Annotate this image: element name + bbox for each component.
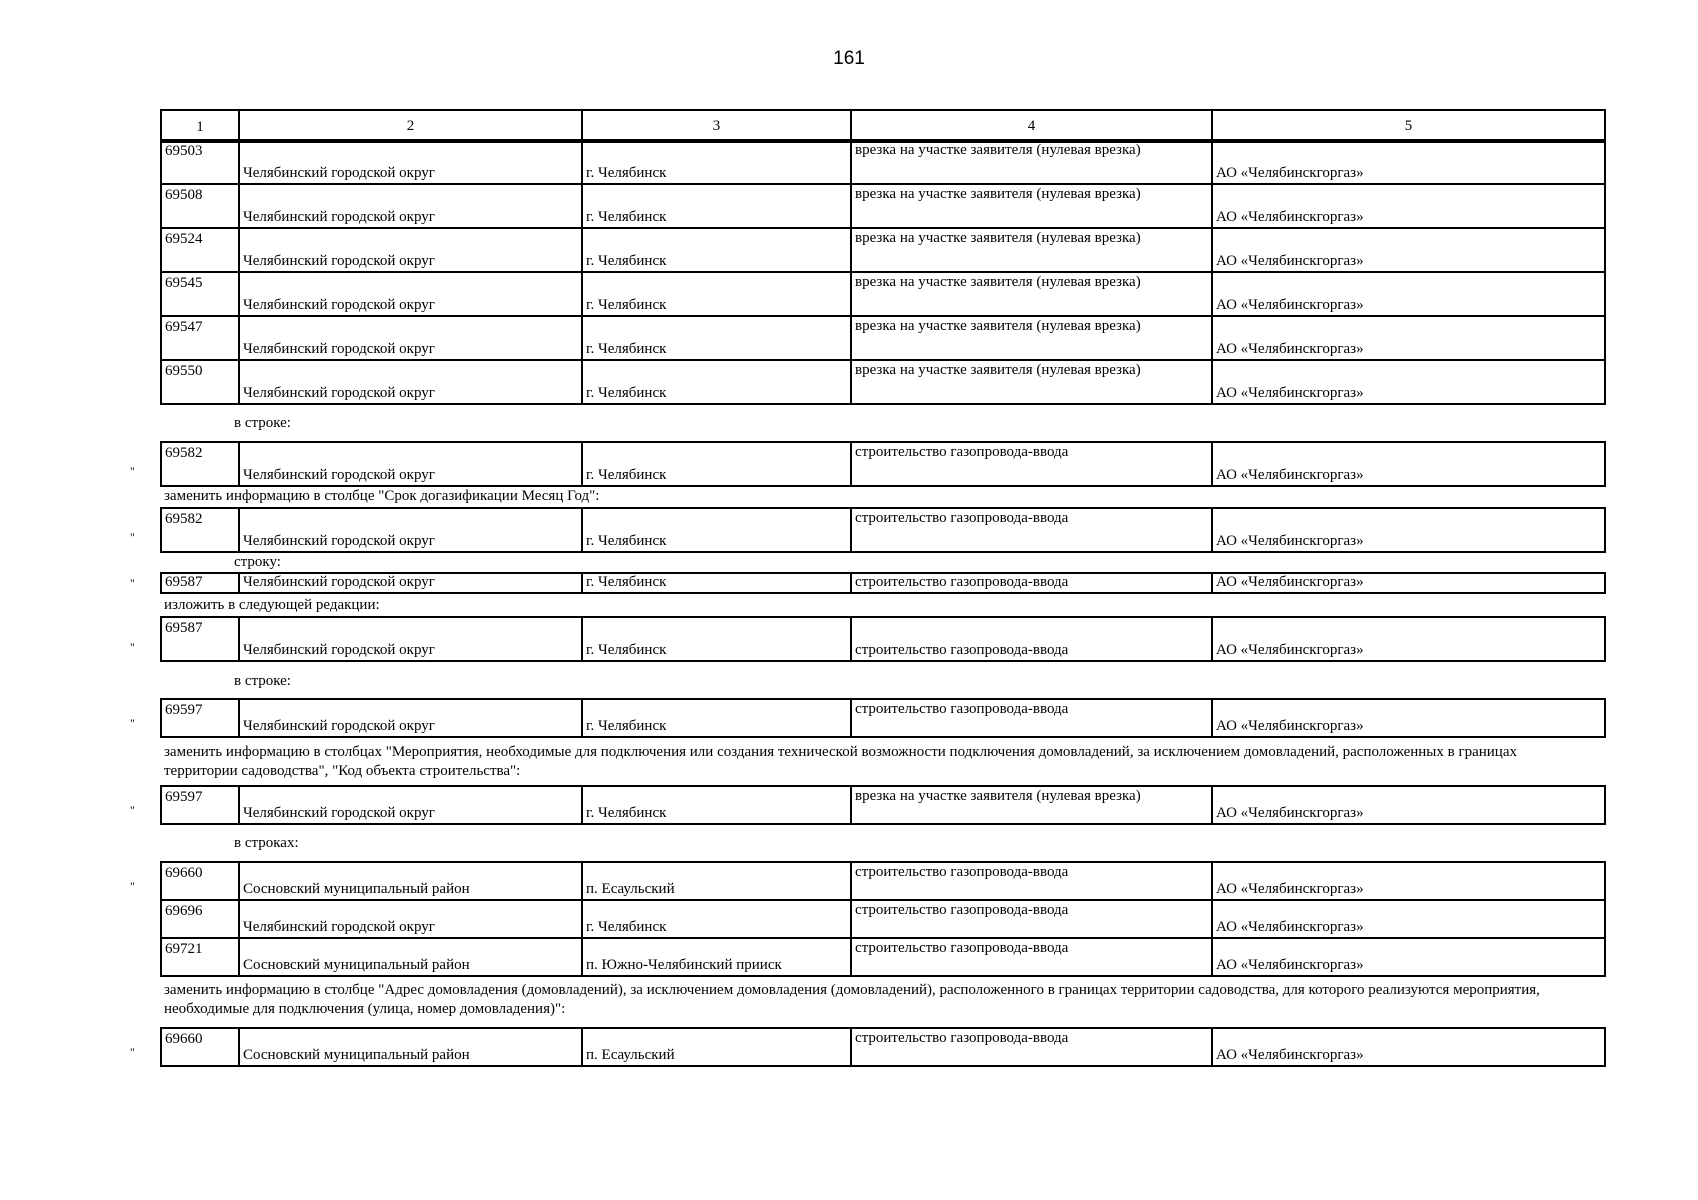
- cell-district: Челябинский городской округ: [239, 508, 582, 552]
- cell-district: Сосновский муниципальный район: [239, 1028, 582, 1066]
- cell-city: г. Челябинск: [582, 140, 851, 184]
- header-col-5: 5: [1212, 110, 1605, 142]
- cell-district: Челябинский городской округ: [239, 699, 582, 737]
- cell-city: п. Есаульский: [582, 862, 851, 900]
- cell-org: АО «Челябинскгоргаз»: [1212, 360, 1605, 404]
- table-row: [161, 786, 1605, 824]
- caption-in-row: в строке:: [234, 673, 291, 689]
- caption-edit: изложить в следующей редакции:: [164, 597, 380, 613]
- cell-city: г. Челябинск: [582, 360, 851, 404]
- cell-org: АО «Челябинскгоргаз»: [1212, 316, 1605, 360]
- cell-org: АО «Челябинскгоргаз»: [1212, 184, 1605, 228]
- cell-city: г. Челябинск: [582, 900, 851, 938]
- cell-org: АО «Челябинскгоргаз»: [1212, 442, 1605, 486]
- cell-city: п. Южно-Челябинский прииск: [582, 938, 851, 976]
- table-row-69587-a: [160, 572, 1606, 594]
- cell-id: 69696: [161, 900, 239, 938]
- cell-id: 69587: [161, 573, 239, 593]
- table-row: [161, 900, 1605, 938]
- quote-mark: ": [130, 464, 135, 478]
- cell-measure: строительство газопровода-ввода: [851, 617, 1212, 661]
- cell-city: г. Челябинск: [582, 316, 851, 360]
- cell-org: АО «Челябинскгоргаз»: [1212, 938, 1605, 976]
- table-block-1: [160, 139, 1606, 405]
- cell-id: 69503: [161, 140, 239, 184]
- cell-id: 69547: [161, 316, 239, 360]
- table-row-69587-b: [160, 616, 1606, 662]
- header-col-3: 3: [582, 110, 851, 142]
- table-row: [161, 272, 1605, 316]
- cell-id: 69721: [161, 938, 239, 976]
- cell-district: Сосновский муниципальный район: [239, 862, 582, 900]
- table-row: [161, 508, 1605, 552]
- quote-mark: ": [130, 576, 135, 590]
- cell-measure: строительство газопровода-ввода: [851, 862, 1212, 900]
- caption-in-row: в строке:: [234, 415, 291, 431]
- cell-measure: строительство газопровода-ввода: [851, 900, 1212, 938]
- cell-id: 69597: [161, 786, 239, 824]
- page-number: 161: [833, 48, 865, 69]
- cell-id: 69597: [161, 699, 239, 737]
- cell-city: г. Челябинск: [582, 228, 851, 272]
- cell-measure: врезка на участке заявителя (нулевая врезка): [851, 228, 1212, 272]
- cell-city: п. Есаульский: [582, 1028, 851, 1066]
- table-row: [161, 140, 1605, 184]
- cell-city: г. Челябинск: [582, 508, 851, 552]
- cell-org: АО «Челябинскгоргаз»: [1212, 617, 1605, 661]
- table-row-69582-a: [160, 441, 1606, 487]
- cell-id: 69582: [161, 508, 239, 552]
- cell-org: АО «Челябинскгоргаз»: [1212, 228, 1605, 272]
- caption-in-rows: в строках:: [234, 835, 299, 851]
- table-row-69582-b: [160, 507, 1606, 553]
- cell-id: 69524: [161, 228, 239, 272]
- cell-city: г. Челябинск: [582, 184, 851, 228]
- cell-measure: строительство газопровода-ввода: [851, 508, 1212, 552]
- table-row-69660-last: [160, 1027, 1606, 1067]
- table-row: [161, 862, 1605, 900]
- cell-measure: строительство газопровода-ввода: [851, 699, 1212, 737]
- cell-district: Челябинский городской округ: [239, 228, 582, 272]
- table-row: [161, 360, 1605, 404]
- cell-org: АО «Челябинскгоргаз»: [1212, 699, 1605, 737]
- cell-district: Челябинский городской округ: [239, 272, 582, 316]
- cell-district: Челябинский городской округ: [239, 316, 582, 360]
- cell-measure: строительство газопровода-ввода: [851, 573, 1212, 593]
- cell-district: Челябинский городской округ: [239, 140, 582, 184]
- cell-org: АО «Челябинскгоргаз»: [1212, 140, 1605, 184]
- cell-org: АО «Челябинскгоргаз»: [1212, 573, 1605, 593]
- quote-mark: ": [130, 716, 135, 730]
- header-col-2: 2: [239, 110, 582, 142]
- table-row: [161, 1028, 1605, 1066]
- cell-id: 69660: [161, 1028, 239, 1066]
- cell-id: 69587: [161, 617, 239, 661]
- cell-org: АО «Челябинскгоргаз»: [1212, 508, 1605, 552]
- cell-id: 69660: [161, 862, 239, 900]
- quote-mark: ": [130, 879, 135, 893]
- cell-measure: строительство газопровода-ввода: [851, 938, 1212, 976]
- cell-org: АО «Челябинскгоргаз»: [1212, 272, 1605, 316]
- cell-district: Челябинский городской округ: [239, 900, 582, 938]
- cell-measure: врезка на участке заявителя (нулевая врезка): [851, 360, 1212, 404]
- header-col-1: 1: [161, 110, 239, 142]
- cell-district: Челябинский городской округ: [239, 573, 582, 593]
- cell-city: г. Челябинск: [582, 699, 851, 737]
- cell-measure: строительство газопровода-ввода: [851, 1028, 1212, 1066]
- table-row: [161, 699, 1605, 737]
- cell-district: Челябинский городской округ: [239, 617, 582, 661]
- cell-org: АО «Челябинскгоргаз»: [1212, 900, 1605, 938]
- table-header-row: [161, 110, 1605, 142]
- quote-mark: ": [130, 640, 135, 654]
- cell-city: г. Челябинск: [582, 617, 851, 661]
- table-row: [161, 228, 1605, 272]
- cell-org: АО «Челябинскгоргаз»: [1212, 862, 1605, 900]
- cell-id: 69545: [161, 272, 239, 316]
- cell-measure: врезка на участке заявителя (нулевая врезка): [851, 272, 1212, 316]
- cell-measure: врезка на участке заявителя (нулевая врезка): [851, 140, 1212, 184]
- cell-id: 69550: [161, 360, 239, 404]
- table-row-69597-b: [160, 785, 1606, 825]
- cell-measure: врезка на участке заявителя (нулевая врезка): [851, 184, 1212, 228]
- caption-replace-measures: заменить информацию в столбцах "Мероприятия, необходимые для подключения или создания технической возможности подключения домовладений, за исключением домовладений, расположенных в границах территории садоводства", "Код объекта строительства":: [164, 744, 1517, 779]
- cell-city: г. Челябинск: [582, 786, 851, 824]
- cell-id: 69508: [161, 184, 239, 228]
- cell-district: Челябинский городской округ: [239, 442, 582, 486]
- caption-row: строку:: [234, 554, 281, 570]
- cell-district: Челябинский городской округ: [239, 786, 582, 824]
- caption-replace-deadline: заменить информацию в столбце "Срок догазификации Месяц Год":: [164, 488, 600, 504]
- cell-district: Сосновский муниципальный район: [239, 938, 582, 976]
- main-table: [160, 109, 1606, 143]
- cell-district: Челябинский городской округ: [239, 360, 582, 404]
- cell-id: 69582: [161, 442, 239, 486]
- caption-replace-address: заменить информацию в столбце "Адрес домовладения (домовладений), за исключением домовладения (домовладений), расположенного в границах территории садоводства, для которого реализуются мероприятия, необходимые для подключения (улица, номер домовладения)":: [164, 982, 1540, 1017]
- cell-org: АО «Челябинскгоргаз»: [1212, 1028, 1605, 1066]
- cell-district: Челябинский городской округ: [239, 184, 582, 228]
- table-row-69597-a: [160, 698, 1606, 738]
- cell-city: г. Челябинск: [582, 442, 851, 486]
- table-row: [161, 442, 1605, 486]
- table-row: [161, 617, 1605, 661]
- quote-mark: ": [130, 1045, 135, 1059]
- table-row: [161, 938, 1605, 976]
- cell-measure: строительство газопровода-ввода: [851, 442, 1212, 486]
- table-row: [161, 316, 1605, 360]
- table-block-rows: [160, 861, 1606, 977]
- cell-city: г. Челябинск: [582, 272, 851, 316]
- cell-city: г. Челябинск: [582, 573, 851, 593]
- quote-mark: ": [130, 803, 135, 817]
- table-row: [161, 184, 1605, 228]
- cell-org: АО «Челябинскгоргаз»: [1212, 786, 1605, 824]
- cell-measure: врезка на участке заявителя (нулевая врезка): [851, 786, 1212, 824]
- quote-mark: ": [130, 530, 135, 544]
- header-col-4: 4: [851, 110, 1212, 142]
- table-row: [161, 573, 1605, 593]
- cell-measure: врезка на участке заявителя (нулевая врезка): [851, 316, 1212, 360]
